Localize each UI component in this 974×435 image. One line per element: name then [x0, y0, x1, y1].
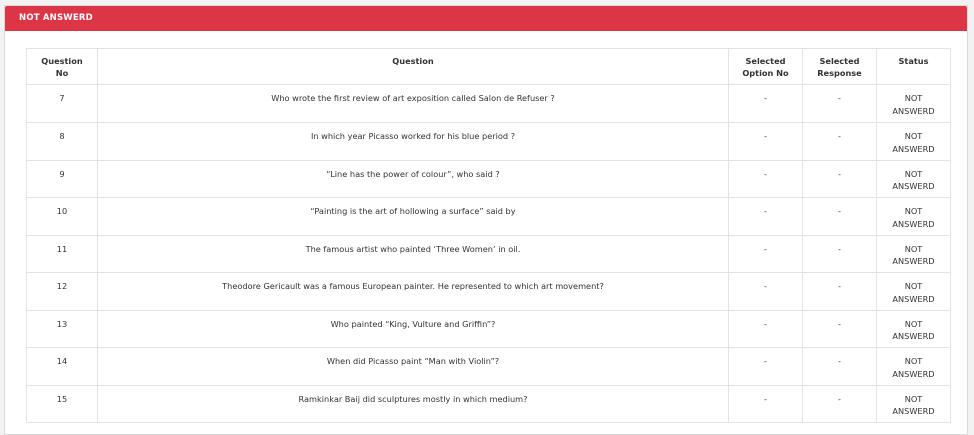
cell-status: NOT ANSWERD	[877, 310, 951, 348]
cell-status: NOT ANSWERD	[877, 85, 951, 123]
table-row	[27, 385, 951, 423]
table-row	[27, 85, 951, 123]
table-row	[27, 348, 951, 386]
table-row	[27, 273, 951, 311]
cell-question: “Painting is the art of hollowing a surface” said by	[98, 198, 729, 236]
cell-selected-response: -	[803, 310, 877, 348]
cell-selected-option: -	[729, 160, 803, 198]
cell-selected-option: -	[729, 348, 803, 386]
cell-question-no: 11	[27, 235, 98, 273]
cell-selected-response: -	[803, 198, 877, 236]
cell-question: Theodore Gericault was a famous European painter. He represented to which art movement?	[98, 273, 729, 311]
header-question-no: Question No	[27, 49, 98, 85]
cell-selected-response: -	[803, 160, 877, 198]
table-row	[27, 235, 951, 273]
cell-status: NOT ANSWERD	[877, 160, 951, 198]
cell-selected-option: -	[729, 273, 803, 311]
cell-selected-option: -	[729, 85, 803, 123]
cell-selected-response: -	[803, 85, 877, 123]
header-question: Question	[98, 49, 729, 85]
cell-question-no: 13	[27, 310, 98, 348]
table-row	[27, 198, 951, 236]
cell-question-no: 8	[27, 123, 98, 161]
cell-selected-response: -	[803, 235, 877, 273]
cell-question-no: 7	[27, 85, 98, 123]
cell-selected-option: -	[729, 310, 803, 348]
cell-question: Who wrote the first review of art exposition called Salon de Refuser ?	[98, 85, 729, 123]
cell-status: NOT ANSWERD	[877, 273, 951, 311]
cell-question-no: 10	[27, 198, 98, 236]
cell-question: In which year Picasso worked for his blue period ?	[98, 123, 729, 161]
cell-question: Ramkinkar Baij did sculptures mostly in which medium?	[98, 385, 729, 423]
cell-question: Who painted “King, Vulture and Griffin”?	[98, 310, 729, 348]
cell-question-no: 9	[27, 160, 98, 198]
cell-question: When did Picasso paint “Man with Violin”?	[98, 348, 729, 386]
cell-status: NOT ANSWERD	[877, 235, 951, 273]
not-answered-table	[26, 48, 951, 423]
results-panel	[4, 5, 968, 435]
table-row	[27, 160, 951, 198]
cell-question-no: 14	[27, 348, 98, 386]
cell-question-no: 12	[27, 273, 98, 311]
header-selected-option: Selected Option No	[729, 49, 803, 85]
cell-selected-response: -	[803, 123, 877, 161]
table-row	[27, 123, 951, 161]
cell-selected-option: -	[729, 123, 803, 161]
cell-selected-response: -	[803, 348, 877, 386]
cell-status: NOT ANSWERD	[877, 198, 951, 236]
header-status: Status	[877, 49, 951, 85]
header-selected-response: Selected Response	[803, 49, 877, 85]
cell-selected-response: -	[803, 273, 877, 311]
cell-status: NOT ANSWERD	[877, 123, 951, 161]
table-container	[26, 48, 950, 423]
cell-selected-option: -	[729, 385, 803, 423]
table-row	[27, 310, 951, 348]
cell-question: The famous artist who painted ‘Three Women’ in oil.	[98, 235, 729, 273]
panel-header: NOT ANSWERD	[5, 6, 967, 31]
table-header-row	[27, 49, 951, 85]
cell-status: NOT ANSWERD	[877, 348, 951, 386]
cell-question-no: 15	[27, 385, 98, 423]
cell-status: NOT ANSWERD	[877, 385, 951, 423]
cell-question: “Line has the power of colour”, who said ?	[98, 160, 729, 198]
cell-selected-option: -	[729, 235, 803, 273]
cell-selected-option: -	[729, 198, 803, 236]
cell-selected-response: -	[803, 385, 877, 423]
